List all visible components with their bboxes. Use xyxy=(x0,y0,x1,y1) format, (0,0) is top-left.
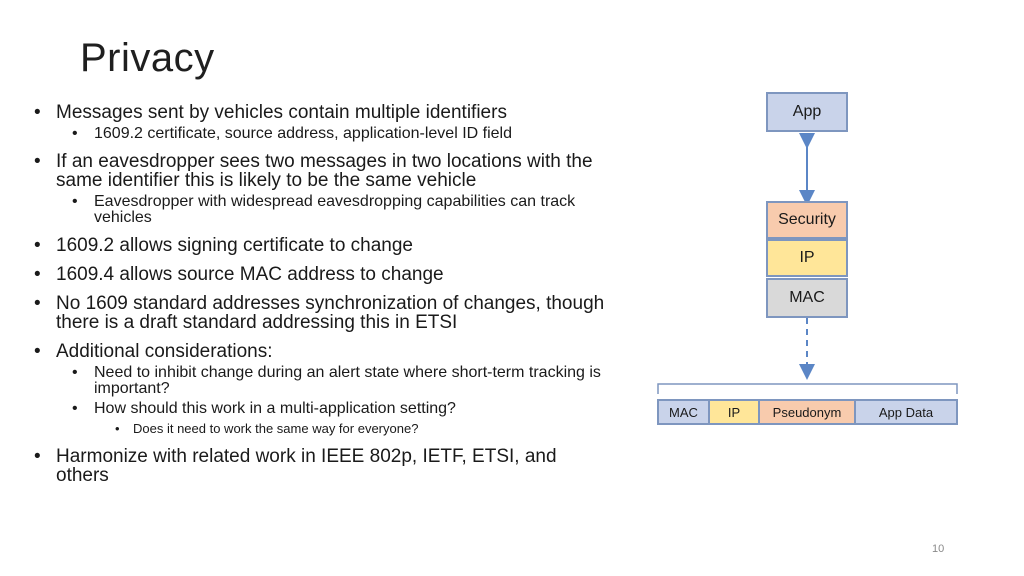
sub-bullet-item xyxy=(72,126,614,142)
sub-bullet-item xyxy=(72,401,614,417)
bullet-item xyxy=(34,152,614,190)
bullet-text: 1609.2 certificate, source address, application-level ID field xyxy=(94,125,512,142)
bullet-item xyxy=(34,265,614,284)
bullet-marker: • xyxy=(72,125,78,142)
security-layer-label: Security xyxy=(778,211,836,228)
bullet-marker: • xyxy=(34,341,41,362)
bullet-text: If an eavesdropper sees two messages in two locations with the same identifier this is likely to be the same vehicle xyxy=(56,151,593,191)
security-layer-box xyxy=(766,201,848,239)
packet-app-data-label: App Data xyxy=(878,404,934,420)
app-layer-box xyxy=(766,92,848,132)
bullet-text: Need to inhibit change during an alert state where short-term tracking is important? xyxy=(94,364,601,397)
bullet-marker: • xyxy=(34,102,41,123)
bullet-text: Eavesdropper with widespread eavesdropping capabilities can track vehicles xyxy=(94,193,576,226)
bullet-marker: • xyxy=(34,264,41,285)
packet-ip-label: IP xyxy=(727,404,741,420)
slide-title: Privacy xyxy=(80,36,215,80)
bullet-marker: • xyxy=(34,293,41,314)
bullet-text: Does it need to work the same way for everyone? xyxy=(133,421,419,436)
bullet-text: 1609.2 allows signing certificate to change xyxy=(56,235,414,256)
bullet-list xyxy=(34,103,614,485)
packet-app-data-field xyxy=(854,399,958,425)
packet-bracket xyxy=(658,384,957,394)
bullet-text: Messages sent by vehicles contain multiple identifiers xyxy=(56,102,507,123)
sub-bullet-item xyxy=(72,365,614,397)
bullet-item xyxy=(34,236,614,255)
mac-layer-label: MAC xyxy=(789,289,825,306)
bullet-marker: • xyxy=(72,193,78,210)
bullet-item xyxy=(34,447,614,485)
bullet-marker: • xyxy=(34,446,41,467)
slide-number: 10 xyxy=(932,543,945,555)
ip-layer-label: IP xyxy=(799,249,815,266)
bullet-text: How should this work in a multi-application setting? xyxy=(94,400,456,417)
packet-ip-field xyxy=(708,399,760,425)
bullet-item xyxy=(34,294,614,332)
bullet-item xyxy=(34,103,614,122)
bullet-marker: • xyxy=(72,364,78,381)
app-layer-label: App xyxy=(792,103,822,120)
bullet-text: No 1609 standard addresses synchronization of changes, though there is a draft standard addressing this in ETSI xyxy=(56,293,605,333)
bullet-item xyxy=(34,342,614,361)
bullet-marker: • xyxy=(34,235,41,256)
bullet-text: Additional considerations: xyxy=(56,341,273,362)
bullet-marker: • xyxy=(72,400,78,417)
mac-layer-box xyxy=(766,278,848,318)
packet-mac-field xyxy=(657,399,710,425)
bullet-marker: • xyxy=(34,151,41,172)
packet-pseudonym-label: Pseudonym xyxy=(772,404,842,420)
bullet-marker: • xyxy=(115,421,120,436)
sub-bullet-item xyxy=(72,194,614,226)
bullet-text: 1609.4 allows source MAC address to change xyxy=(56,264,444,285)
ip-layer-box xyxy=(766,239,848,277)
bullet-text: Harmonize with related work in IEEE 802p, IETF, ETSI, and others xyxy=(56,446,557,486)
sub-sub-bullet-item xyxy=(111,421,614,437)
packet-mac-label: MAC xyxy=(669,404,698,420)
packet-pseudonym-field xyxy=(758,399,856,425)
